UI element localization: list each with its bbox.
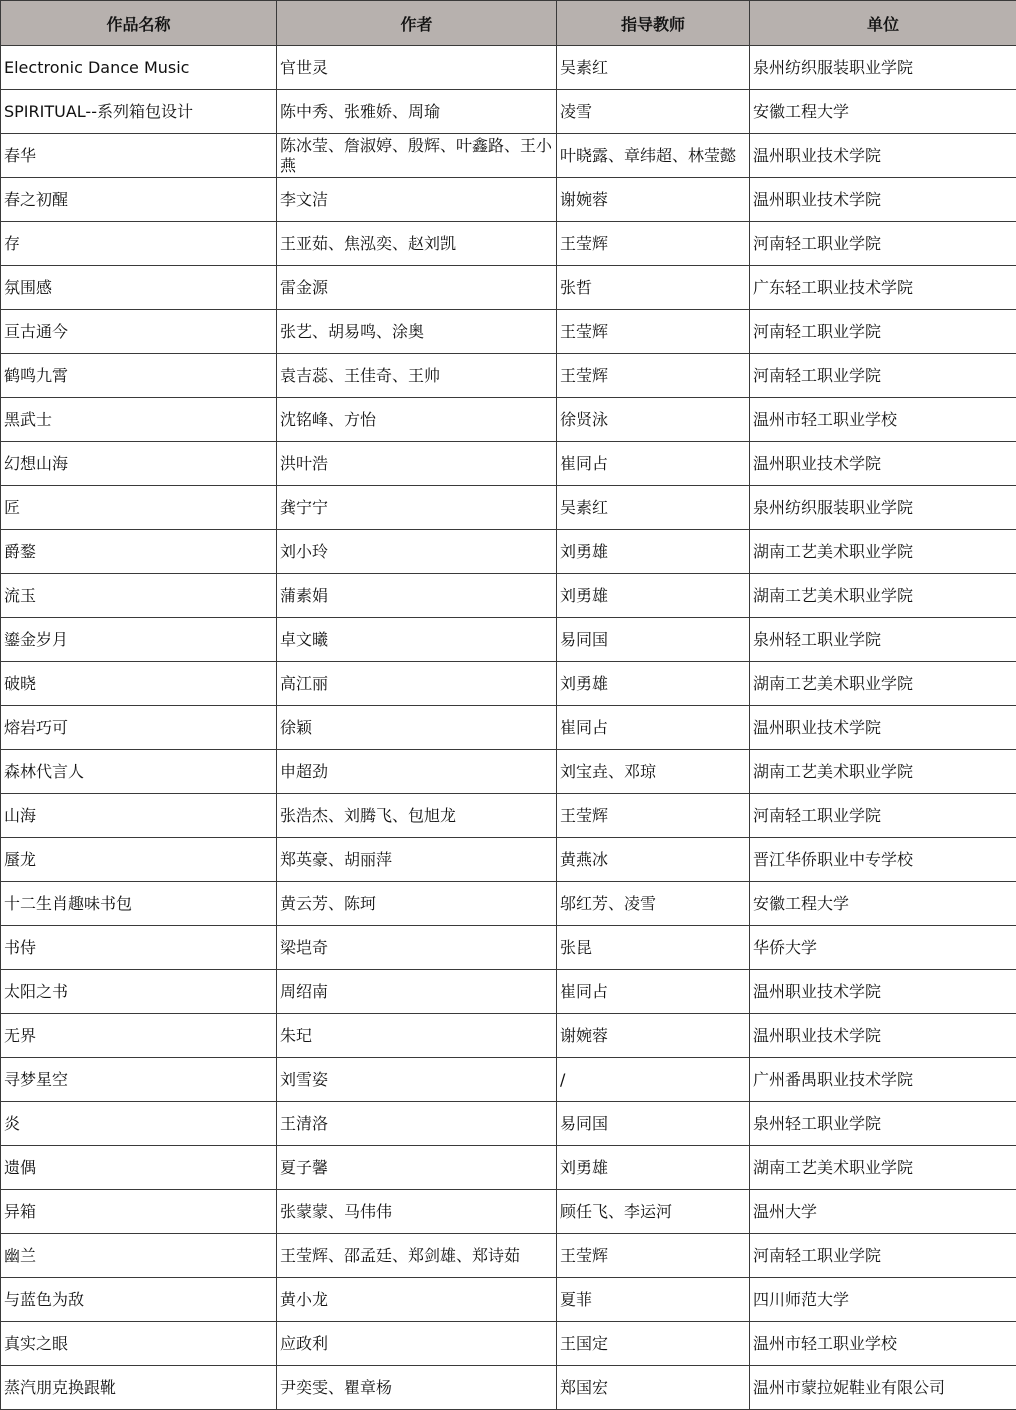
cell-work-title: 存 <box>1 222 277 266</box>
cell-institution: 河南轻工职业学院 <box>750 222 1016 266</box>
cell-instructor: 郑国宏 <box>557 1366 750 1410</box>
cell-instructor: 王莹辉 <box>557 354 750 398</box>
cell-author: 高江丽 <box>277 662 557 706</box>
table-row <box>1 794 1016 838</box>
cell-institution: 泉州轻工职业学院 <box>750 1102 1016 1146</box>
table-row <box>1 1234 1016 1278</box>
cell-work-title: 炎 <box>1 1102 277 1146</box>
cell-author: 洪叶浩 <box>277 442 557 486</box>
table-row <box>1 134 1016 178</box>
cell-instructor: 崔同占 <box>557 442 750 486</box>
cell-instructor: 黄燕冰 <box>557 838 750 882</box>
cell-institution: 河南轻工职业学院 <box>750 354 1016 398</box>
cell-institution: 温州职业技术学院 <box>750 178 1016 222</box>
header-author: 作者 <box>277 1 557 46</box>
cell-instructor: 刘勇雄 <box>557 662 750 706</box>
table-row <box>1 1058 1016 1102</box>
cell-work-title: 书侍 <box>1 926 277 970</box>
table-row <box>1 662 1016 706</box>
cell-author: 梁垲奇 <box>277 926 557 970</box>
cell-work-title: 与蓝色为敌 <box>1 1278 277 1322</box>
cell-work-title: 春华 <box>1 134 277 178</box>
cell-institution: 湖南工艺美术职业学院 <box>750 662 1016 706</box>
cell-author: 龚宁宁 <box>277 486 557 530</box>
cell-author: 夏子馨 <box>277 1146 557 1190</box>
cell-author: 徐颖 <box>277 706 557 750</box>
cell-instructor: 刘勇雄 <box>557 1146 750 1190</box>
cell-author: 雷金源 <box>277 266 557 310</box>
cell-instructor: 王莹辉 <box>557 794 750 838</box>
table-row <box>1 1278 1016 1322</box>
cell-author: 郑英豪、胡丽萍 <box>277 838 557 882</box>
cell-instructor: 张昆 <box>557 926 750 970</box>
cell-author: 朱玘 <box>277 1014 557 1058</box>
header-work-title: 作品名称 <box>1 1 277 46</box>
cell-instructor: 顾任飞、李运河 <box>557 1190 750 1234</box>
table-row <box>1 530 1016 574</box>
cell-work-title: 蜃龙 <box>1 838 277 882</box>
cell-instructor: 凌雪 <box>557 90 750 134</box>
cell-work-title: 真实之眼 <box>1 1322 277 1366</box>
cell-instructor: 谢婉蓉 <box>557 1014 750 1058</box>
cell-work-title: 太阳之书 <box>1 970 277 1014</box>
cell-author: 沈铭峰、方怡 <box>277 398 557 442</box>
header-row <box>1 1 1016 46</box>
cell-instructor: 王莹辉 <box>557 1234 750 1278</box>
cell-institution: 湖南工艺美术职业学院 <box>750 574 1016 618</box>
table-row <box>1 442 1016 486</box>
cell-instructor: 崔同占 <box>557 706 750 750</box>
cell-institution: 温州职业技术学院 <box>750 1014 1016 1058</box>
table-row <box>1 354 1016 398</box>
cell-work-title: 春之初醒 <box>1 178 277 222</box>
cell-work-title: 鎏金岁月 <box>1 618 277 662</box>
cell-institution: 泉州轻工职业学院 <box>750 618 1016 662</box>
cell-instructor: 易同国 <box>557 618 750 662</box>
cell-author: 应政利 <box>277 1322 557 1366</box>
table-row <box>1 970 1016 1014</box>
cell-institution: 河南轻工职业学院 <box>750 1234 1016 1278</box>
cell-institution: 晋江华侨职业中专学校 <box>750 838 1016 882</box>
cell-instructor: 叶晓露、章纬超、林莹懿 <box>557 134 750 178</box>
cell-author: 袁吉蕊、王佳奇、王帅 <box>277 354 557 398</box>
cell-work-title: 遗偶 <box>1 1146 277 1190</box>
table-row <box>1 1146 1016 1190</box>
cell-institution: 四川师范大学 <box>750 1278 1016 1322</box>
table-row <box>1 838 1016 882</box>
cell-institution: 安徽工程大学 <box>750 90 1016 134</box>
cell-work-title: 爵鍪 <box>1 530 277 574</box>
cell-institution: 广州番禺职业技术学院 <box>750 1058 1016 1102</box>
cell-institution: 河南轻工职业学院 <box>750 310 1016 354</box>
cell-institution: 温州职业技术学院 <box>750 706 1016 750</box>
cell-institution: 温州职业技术学院 <box>750 134 1016 178</box>
cell-work-title: 氛围感 <box>1 266 277 310</box>
cell-work-title: 寻梦星空 <box>1 1058 277 1102</box>
table-row <box>1 618 1016 662</box>
table-row <box>1 222 1016 266</box>
table-row <box>1 398 1016 442</box>
cell-instructor: / <box>557 1058 750 1102</box>
cell-work-title: 鹤鸣九霄 <box>1 354 277 398</box>
cell-work-title: 十二生肖趣味书包 <box>1 882 277 926</box>
header-instructor: 指导教师 <box>557 1 750 46</box>
table-row <box>1 310 1016 354</box>
cell-institution: 湖南工艺美术职业学院 <box>750 1146 1016 1190</box>
cell-author: 黄云芳、陈珂 <box>277 882 557 926</box>
cell-institution: 温州市轻工职业学校 <box>750 398 1016 442</box>
cell-work-title: 森林代言人 <box>1 750 277 794</box>
cell-work-title: 破晓 <box>1 662 277 706</box>
table-row <box>1 882 1016 926</box>
cell-instructor: 刘勇雄 <box>557 574 750 618</box>
cell-author: 张浩杰、刘腾飞、包旭龙 <box>277 794 557 838</box>
table-row <box>1 46 1016 90</box>
cell-work-title: SPIRITUAL--系列箱包设计 <box>1 90 277 134</box>
cell-author: 李文洁 <box>277 178 557 222</box>
cell-instructor: 王莹辉 <box>557 310 750 354</box>
cell-author: 黄小龙 <box>277 1278 557 1322</box>
cell-institution: 广东轻工职业技术学院 <box>750 266 1016 310</box>
cell-author: 王莹辉、邵孟廷、郑剑雄、郑诗茹 <box>277 1234 557 1278</box>
cell-institution: 河南轻工职业学院 <box>750 794 1016 838</box>
cell-author: 官世灵 <box>277 46 557 90</box>
cell-instructor: 刘宝垚、邓琼 <box>557 750 750 794</box>
cell-institution: 温州市蒙拉妮鞋业有限公司 <box>750 1366 1016 1410</box>
cell-work-title: 熔岩巧可 <box>1 706 277 750</box>
cell-work-title: Electronic Dance Music <box>1 46 277 90</box>
cell-institution: 温州市轻工职业学校 <box>750 1322 1016 1366</box>
cell-author: 张艺、胡易鸣、涂奥 <box>277 310 557 354</box>
cell-author: 尹奕雯、瞿章杨 <box>277 1366 557 1410</box>
cell-instructor: 夏菲 <box>557 1278 750 1322</box>
table-row <box>1 574 1016 618</box>
table-row <box>1 1190 1016 1234</box>
cell-instructor: 张哲 <box>557 266 750 310</box>
cell-instructor: 吴素红 <box>557 46 750 90</box>
cell-work-title: 流玉 <box>1 574 277 618</box>
cell-author: 王清洛 <box>277 1102 557 1146</box>
cell-author: 陈冰莹、詹淑婷、殷辉、叶鑫路、王小燕 <box>277 134 557 178</box>
cell-work-title: 黑武士 <box>1 398 277 442</box>
table-row <box>1 486 1016 530</box>
cell-work-title: 无界 <box>1 1014 277 1058</box>
table-row <box>1 1014 1016 1058</box>
cell-institution: 泉州纺织服装职业学院 <box>750 486 1016 530</box>
cell-author: 卓文曦 <box>277 618 557 662</box>
cell-work-title: 幽兰 <box>1 1234 277 1278</box>
cell-instructor: 王莹辉 <box>557 222 750 266</box>
cell-author: 刘小玲 <box>277 530 557 574</box>
cell-instructor: 徐贤泳 <box>557 398 750 442</box>
cell-instructor: 刘勇雄 <box>557 530 750 574</box>
cell-author: 张蒙蒙、马伟伟 <box>277 1190 557 1234</box>
cell-author: 申超劲 <box>277 750 557 794</box>
cell-work-title: 幻想山海 <box>1 442 277 486</box>
cell-author: 刘雪姿 <box>277 1058 557 1102</box>
table-header <box>1 1 1016 46</box>
cell-work-title: 亘古通今 <box>1 310 277 354</box>
cell-institution: 华侨大学 <box>750 926 1016 970</box>
cell-instructor: 易同国 <box>557 1102 750 1146</box>
cell-institution: 湖南工艺美术职业学院 <box>750 750 1016 794</box>
cell-institution: 温州大学 <box>750 1190 1016 1234</box>
table-row <box>1 178 1016 222</box>
cell-instructor: 吴素红 <box>557 486 750 530</box>
cell-institution: 湖南工艺美术职业学院 <box>750 530 1016 574</box>
cell-instructor: 王国定 <box>557 1322 750 1366</box>
cell-instructor: 邬红芳、凌雪 <box>557 882 750 926</box>
table-row <box>1 1322 1016 1366</box>
header-institution: 单位 <box>750 1 1016 46</box>
cell-author: 周绍南 <box>277 970 557 1014</box>
cell-institution: 泉州纺织服装职业学院 <box>750 46 1016 90</box>
cell-author: 蒲素娟 <box>277 574 557 618</box>
table-row <box>1 706 1016 750</box>
cell-instructor: 崔同占 <box>557 970 750 1014</box>
cell-instructor: 谢婉蓉 <box>557 178 750 222</box>
table-row <box>1 1366 1016 1410</box>
cell-institution: 温州职业技术学院 <box>750 442 1016 486</box>
cell-author: 王亚茹、焦泓奕、赵刘凯 <box>277 222 557 266</box>
cell-work-title: 匠 <box>1 486 277 530</box>
table-row <box>1 90 1016 134</box>
table-row <box>1 750 1016 794</box>
cell-work-title: 山海 <box>1 794 277 838</box>
table-row <box>1 266 1016 310</box>
cell-author: 陈中秀、张雅娇、周瑜 <box>277 90 557 134</box>
table-row <box>1 1102 1016 1146</box>
cell-work-title: 异箱 <box>1 1190 277 1234</box>
table-row <box>1 926 1016 970</box>
table-body <box>1 46 1016 1410</box>
cell-institution: 温州职业技术学院 <box>750 970 1016 1014</box>
cell-work-title: 蒸汽朋克换跟靴 <box>1 1366 277 1410</box>
cell-institution: 安徽工程大学 <box>750 882 1016 926</box>
